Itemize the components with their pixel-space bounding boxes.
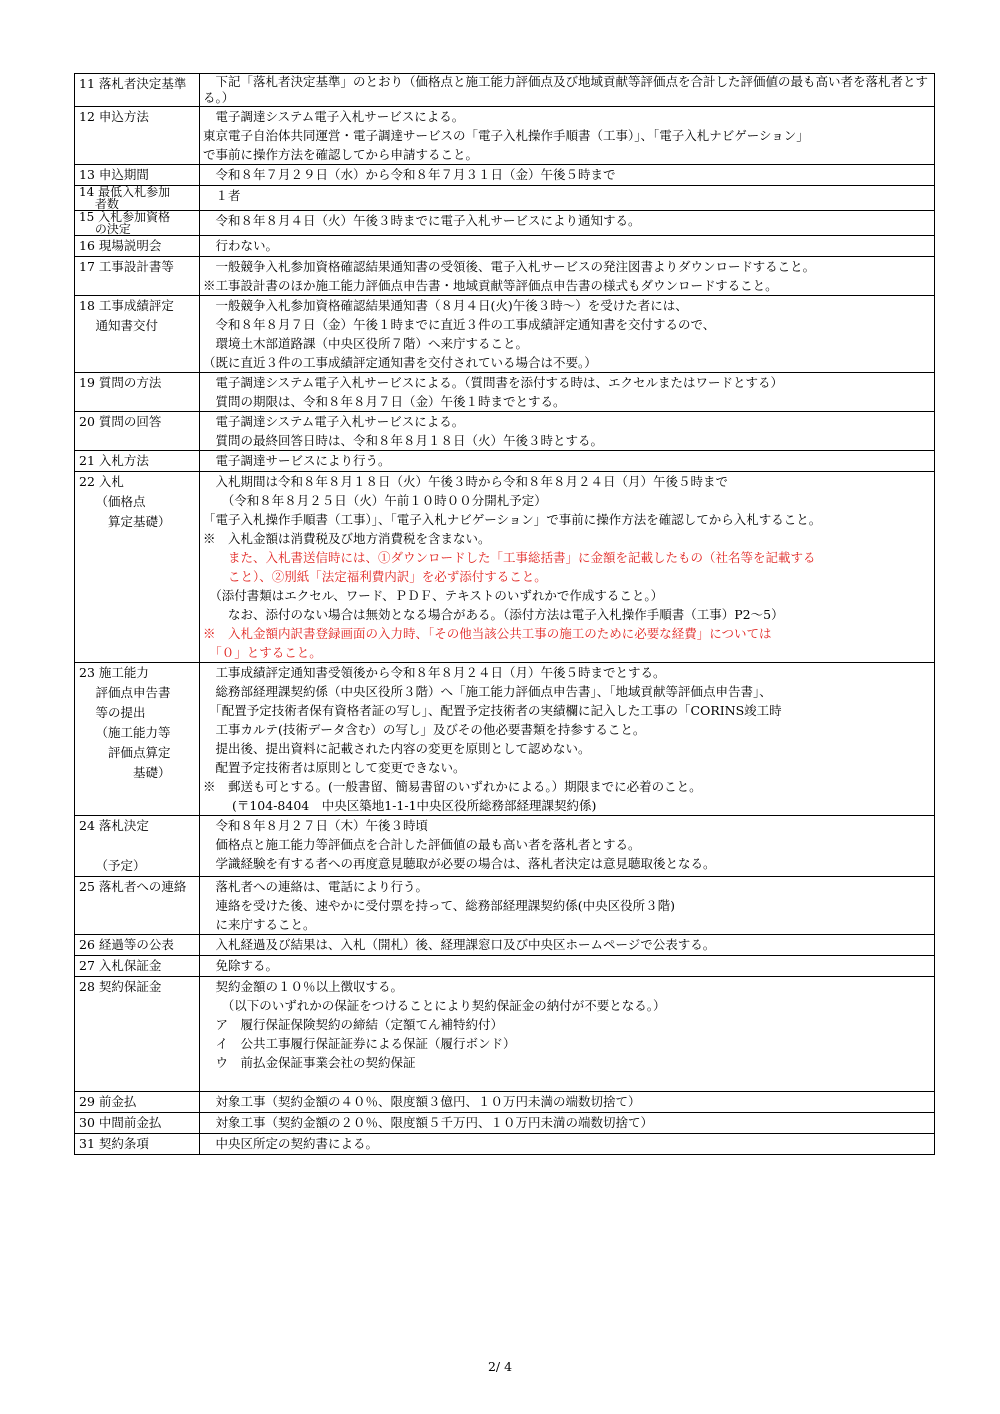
table-row [75, 1134, 935, 1155]
table-row [75, 877, 935, 935]
content-text-line: （以下のいずれかの保証をつけることにより契約保証金の納付が不要となる。） [203, 998, 666, 1013]
table-body [75, 74, 935, 1155]
content-text-line: ア 履行保証保険契約の締結（定額てん補特約付） [203, 1017, 504, 1032]
content-text-line: 配置予定技術者は原則として変更できない。 [203, 760, 466, 775]
table-row [75, 74, 935, 107]
row-label-cell [75, 1134, 200, 1155]
content-text-line: 免除する。 [203, 958, 279, 973]
row-label-cell [75, 373, 200, 412]
content-text-line: 電子調達サービスにより行う。 [203, 453, 391, 468]
table-row [75, 373, 935, 412]
row-label-line: 29 前金払 [79, 1094, 137, 1109]
row-label-line: 20 質問の回答 [79, 414, 162, 429]
table-row [75, 211, 935, 236]
row-label-line: 19 質問の方法 [79, 375, 162, 390]
content-text-line: に来庁すること。 [203, 917, 316, 932]
emphasis-text-line: 「０」とすること。 [203, 645, 322, 660]
emphasis-text-line: また、入札書送信時には、①ダウンロードした「工事総括書」に金額を記載したもの（社名等を記載する [203, 550, 816, 565]
row-content-cell [200, 107, 935, 165]
content-text-line: 令和８年８月２７日（木）午後３時頃 [203, 818, 429, 833]
content-text-line: 入札経過及び結果は、入札（開札）後、経理課窓口及び中央区ホームページで公表する。 [203, 937, 716, 952]
content-text-line: 対象工事（契約金額の４０％、限度額３億円、１０万円未満の端数切捨て） [203, 1094, 641, 1109]
row-label-line: （予定） [79, 858, 146, 873]
row-label-cell [75, 956, 200, 977]
content-text-line: 東京電子自治体共同運営・電子調達サービスの「電子入札操作手順書（工事）」、「電子入札ナビゲーション」 [203, 128, 809, 143]
content-text-line: 提出後、提出資料に記載された内容の変更を原則として認めない。 [203, 741, 591, 756]
content-text-line: 質問の期限は、令和８年８月７日（金）午後１時までとする。 [203, 394, 566, 409]
row-label-line: 15 入札参加資格 [79, 210, 171, 224]
content-text-line: 電子調達システム電子入札サービスによる。（質問書を添付する時は、エクセルまたはワードとする） [203, 375, 784, 390]
content-text-line: ※ 郵送も可とする。(一般書留、簡易書留のいずれかによる。）期限までに必着のこと。 [203, 779, 702, 794]
content-text-line: (〒104-8404 中央区築地1-1-1中央区役所総務部経理課契約係) [203, 798, 597, 813]
row-content-cell [200, 1134, 935, 1155]
row-label-cell [75, 1113, 200, 1134]
row-label-line: 11 落札者決定基準 [79, 76, 187, 91]
row-content-cell [200, 412, 935, 451]
table-row [75, 296, 935, 373]
table-row [75, 977, 935, 1092]
row-label-cell [75, 186, 200, 211]
row-label-cell [75, 412, 200, 451]
content-text-line: 環境土木部道路課（中央区役所７階）へ来庁すること。 [203, 336, 529, 351]
row-content-cell [200, 816, 935, 877]
row-label-cell [75, 816, 200, 877]
table-row [75, 956, 935, 977]
content-text-line: 質問の最終回答日時は、令和８年８月１８日（火）午後３時とする。 [203, 433, 604, 448]
content-text-line: イ 公共工事履行保証証券による保証（履行ボンド） [203, 1036, 516, 1051]
row-label-line: 13 申込期間 [79, 167, 149, 182]
table-row [75, 257, 935, 296]
row-content-cell [200, 977, 935, 1092]
row-label-cell [75, 257, 200, 296]
row-label-cell [75, 451, 200, 472]
row-label-line: （施工能力等 [79, 725, 171, 740]
row-label-line: （価格点 [79, 494, 146, 509]
row-content-cell [200, 257, 935, 296]
content-text-line: ※工事設計書のほか施工能力評価点申告書・地域貢献等評価点申告書の様式もダウンロードすること。 [203, 278, 778, 293]
row-content-cell [200, 236, 935, 257]
content-text-line: 連絡を受けた後、速やかに受付票を持って、総務部経理課契約係(中央区役所３階) [203, 898, 676, 913]
bidding-conditions-table [74, 73, 935, 1155]
content-text-line: 入札期間は令和８年８月１８日（火）午後３時から令和８年８月２４日（月）午後５時まで [203, 474, 729, 489]
content-text-line: ウ 前払金保証事業会社の契約保証 [203, 1055, 416, 1070]
row-label-line: 27 入札保証金 [79, 958, 162, 973]
row-label-line: の決定 [79, 222, 131, 236]
row-label-line: 算定基礎） [79, 514, 171, 529]
row-content-cell [200, 877, 935, 935]
table-row [75, 472, 935, 663]
row-label-cell [75, 74, 200, 107]
row-label-cell [75, 236, 200, 257]
row-label-line: 12 申込方法 [79, 109, 149, 124]
content-text-line: 一般競争入札参加資格確認結果通知書（８月４日(火)午後３時～）を受けた者には、 [203, 298, 688, 313]
row-label-cell [75, 296, 200, 373]
table-row [75, 1113, 935, 1134]
row-label-line: 26 経過等の公表 [79, 937, 174, 952]
content-text-line: 工事カルテ(技術データ含む）の写し」及びその他必要書類を持参すること。 [203, 722, 646, 737]
content-text-line: 下記「落札者決定基準」のとおり（価格点と施工能力評価点及び地域貢献等評価点を合計した評価値の最も高い者を落札者とする。） [203, 74, 929, 105]
row-label-cell [75, 935, 200, 956]
row-content-cell [200, 956, 935, 977]
table-row [75, 663, 935, 816]
content-text-line: （添付書類はエクセル、ワード、ＰＤＦ、テキストのいずれかで作成すること。） [203, 588, 664, 603]
row-label-line: 基礎） [79, 765, 171, 780]
row-label-line: 等の提出 [79, 705, 146, 720]
row-label-cell [75, 107, 200, 165]
content-text-line: （既に直近３件の工事成績評定通知書を交付されている場合は不要。） [203, 355, 597, 370]
row-label-line [75, 836, 199, 856]
content-text-line: 落札者への連絡は、電話により行う。 [203, 879, 429, 894]
row-label-line: 通知書交付 [79, 318, 158, 333]
table-row [75, 236, 935, 257]
content-text-line: ※ 入札金額は消費税及び地方消費税を含まない。 [203, 531, 491, 546]
row-label-line: 18 工事成績評定 [79, 298, 174, 313]
row-content-cell [200, 186, 935, 211]
row-label-line: 者数 [79, 197, 119, 211]
table-row [75, 816, 935, 877]
row-label-line: 21 入札方法 [79, 453, 149, 468]
content-text-line: 電子調達システム電子入札サービスによる。 [203, 109, 465, 124]
row-label-line: 23 施工能力 [79, 665, 149, 680]
content-text-line: で事前に操作方法を確認してから申請すること。 [203, 147, 479, 162]
content-text-line: 一般競争入札参加資格確認結果通知書の受領後、電子入札サービスの発注図書よりダウンロードすること。 [203, 259, 816, 274]
emphasis-text-line: こと）、②別紙「法定福利費内訳」を必ず添付すること。 [203, 569, 547, 584]
row-label-cell [75, 877, 200, 935]
row-label-cell [75, 663, 200, 816]
content-text-line: 「配置予定技術者保有資格者証の写し」、配置予定技術者の実績欄に記入した工事の「CORINS竣工時 [203, 703, 782, 718]
row-content-cell [200, 663, 935, 816]
row-label-cell [75, 977, 200, 1092]
content-text-line: 行わない。 [203, 238, 279, 253]
emphasis-text-line: ※ 入札金額内訳書登録画面の入力時、「その他当該公共工事の施工のために必要な経費」については [203, 626, 772, 641]
row-label-line: 14 最低入札参加 [79, 185, 171, 199]
table-row [75, 451, 935, 472]
row-content-cell [200, 935, 935, 956]
row-content-cell [200, 373, 935, 412]
table-row [75, 107, 935, 165]
row-content-cell [200, 165, 935, 186]
row-label-line: 22 入札 [79, 474, 124, 489]
row-content-cell [200, 296, 935, 373]
page-number: 2/ 4 [487, 1359, 513, 1374]
content-text-line: 工事成績評定通知書受領後から令和８年８月２４日（月）午後５時までとする。 [203, 665, 666, 680]
content-text-line: 価格点と施工能力等評価点を合計した評価値の最も高い者を落札者とする。 [203, 837, 641, 852]
content-text-line: 電子調達システム電子入札サービスによる。 [203, 414, 465, 429]
row-label-line: 28 契約保証金 [79, 979, 162, 994]
row-label-line: 30 中間前金払 [79, 1115, 162, 1130]
content-text-line: （令和８年８月２５日（火）午前１０時００分開札予定） [203, 493, 547, 508]
row-content-cell [200, 1092, 935, 1113]
row-label-line: 16 現場説明会 [79, 238, 162, 253]
content-text-line: 総務部経理課契約係（中央区役所３階）へ「施工能力評価点申告書」、「地域貢献等評価点申告書」、 [203, 684, 772, 699]
row-label-cell [75, 165, 200, 186]
table-row [75, 1092, 935, 1113]
content-text-line: 対象工事（契約金額の２０％、限度額５千万円、１０万円未満の端数切捨て） [203, 1115, 654, 1130]
content-text-line: なお、添付のない場合は無効となる場合がある。（添付方法は電子入札操作手順書（工事）P2～5） [203, 607, 784, 622]
row-content-cell [200, 74, 935, 107]
row-label-line: 評価点申告書 [79, 685, 171, 700]
row-label-cell [75, 1092, 200, 1113]
row-label-line: 評価点算定 [79, 745, 171, 760]
content-text-line [200, 1072, 934, 1091]
row-label-line: 25 落札者への連絡 [79, 879, 187, 894]
table-row [75, 186, 935, 211]
row-content-cell [200, 211, 935, 236]
row-label-cell [75, 472, 200, 663]
row-label-line: 24 落札決定 [79, 818, 149, 833]
table-row [75, 165, 935, 186]
content-text-line: 令和８年７月２９日（水）から令和８年７月３１日（金）午後５時まで [203, 167, 616, 182]
row-content-cell [200, 451, 935, 472]
table-row [75, 412, 935, 451]
content-text-line: １者 [203, 188, 241, 203]
row-label-cell [75, 211, 200, 236]
row-content-cell [200, 1113, 935, 1134]
content-text-line: 学識経験を有する者への再度意見聴取が必要の場合は、落札者決定は意見聴取後となる。 [203, 856, 716, 871]
content-text-line: 契約金額の１０％以上徴収する。 [203, 979, 404, 994]
content-text-line: 中央区所定の契約書による。 [203, 1136, 379, 1151]
row-content-cell [200, 472, 935, 663]
content-text-line: 令和８年８月７日（金）午後１時までに直近３件の工事成績評定通知書を交付するので、 [203, 317, 716, 332]
row-label-line: 31 契約条項 [79, 1136, 149, 1151]
content-text-line: 令和８年８月４日（火）午後３時までに電子入札サービスにより通知する。 [203, 213, 641, 228]
table-row [75, 935, 935, 956]
content-text-line: 「電子入札操作手順書（工事）」、「電子入札ナビゲーション」で事前に操作方法を確認してから入札すること。 [203, 512, 822, 527]
row-label-line: 17 工事設計書等 [79, 259, 174, 274]
